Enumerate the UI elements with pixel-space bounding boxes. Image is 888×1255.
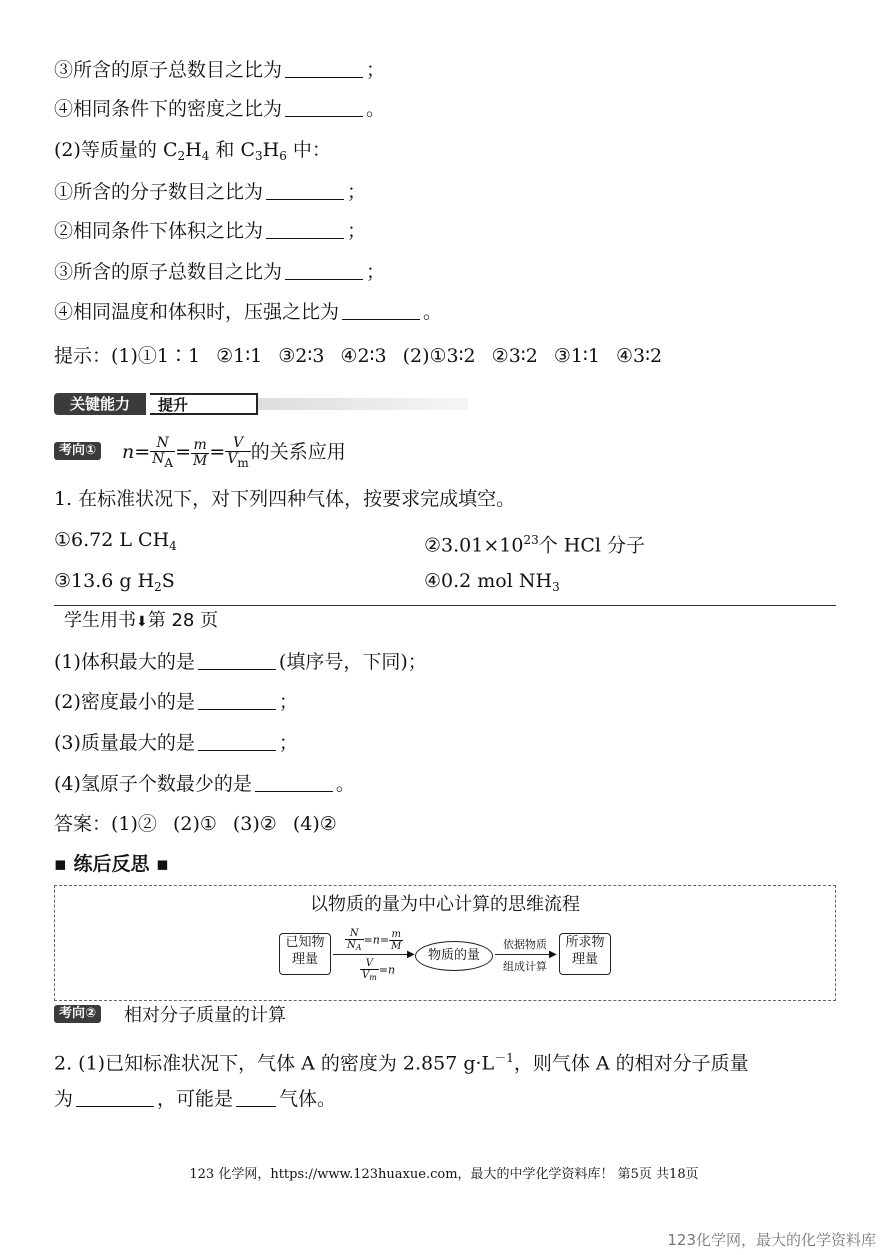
sub: 2 [154, 580, 162, 594]
question-line [54, 97, 385, 121]
eq: = [209, 441, 226, 463]
question-line [54, 731, 298, 755]
text: ②3.01×10 [424, 534, 524, 557]
punct: ； [366, 59, 386, 81]
flow-top-formula [345, 928, 403, 953]
den-sub: m [237, 455, 249, 470]
question-text: ④相同条件下的密度之比为 [54, 98, 283, 120]
text: 学生用书 [64, 610, 136, 631]
answer-blank[interactable] [255, 775, 333, 792]
num: m [191, 438, 209, 454]
flow-title: 以物质的量为中心计算的思维流程 [310, 894, 580, 915]
fraction [345, 928, 364, 953]
question-line [54, 300, 442, 324]
arrow-head-icon: ▶ [549, 949, 557, 960]
text: 第 28 页 [147, 610, 219, 631]
question-line [54, 772, 355, 796]
question-line [54, 260, 385, 284]
den: M [391, 941, 402, 952]
answer-blank[interactable] [198, 734, 276, 751]
text: =n [378, 963, 396, 977]
den [225, 452, 251, 471]
answer-blank[interactable] [342, 303, 420, 320]
question-text: ②相同条件下体积之比为 [54, 220, 264, 242]
answer-blank[interactable] [285, 100, 363, 117]
text: ③13.6 g H [54, 570, 155, 592]
punct: ； [347, 220, 367, 242]
hint-item: ④3∶2 [615, 345, 663, 367]
question-text: ④相同温度和体积时，压强之比为 [54, 301, 340, 323]
text: ，则气体 A 的相对分子质量 [513, 1052, 749, 1075]
text: (2)等质量的 [54, 139, 163, 161]
banner-left: 关键能力 [54, 393, 146, 415]
hint-item: ②1∶1 [216, 345, 263, 367]
punct: 。 [335, 773, 355, 795]
flow-arrow-top: 依据物质 [503, 938, 547, 951]
arrow-line [333, 954, 413, 955]
punct: ； [366, 261, 386, 283]
text: S [161, 570, 175, 592]
answer-blank[interactable] [198, 653, 276, 670]
part2-heading: (2)等质量的 $C_2H_4$ 和 $C_3H_6$ 中： [54, 139, 331, 163]
num: N [150, 436, 175, 452]
q2-line2 [54, 1087, 336, 1111]
fraction [360, 958, 379, 983]
topic1-title [122, 432, 346, 472]
answer-line [54, 812, 337, 836]
answer-blank[interactable] [266, 222, 344, 239]
hint-line [54, 341, 678, 368]
option-2 [424, 528, 645, 557]
question-text: ③所含的原子总数目之比为 [54, 261, 283, 283]
banner-right: 提升 [150, 393, 258, 415]
arrow-head-icon: ▶ [407, 949, 415, 960]
book-reference [64, 609, 218, 634]
text: 所求物 [565, 935, 605, 950]
topic1-suffix: 的关系应用 [250, 441, 346, 463]
flow-arrow-bottom: 组成计算 [503, 960, 547, 973]
sub: 3 [552, 580, 560, 594]
answer-blank[interactable] [285, 61, 363, 78]
punct: 。 [423, 301, 443, 323]
den [150, 452, 175, 471]
question-line [54, 690, 298, 714]
question-line [54, 58, 385, 82]
den: M [193, 452, 208, 469]
num: m [389, 929, 403, 941]
divider [54, 605, 836, 606]
den: $V_m$ [362, 970, 377, 982]
den-main: N [152, 450, 165, 467]
reflect-heading: ▪ 练后反思 ▪ [54, 853, 170, 875]
watermark: 123化学网，最大的化学资料库 [667, 1231, 876, 1249]
q2-line1 [54, 1046, 749, 1075]
question-text: ③所含的原子总数目之比为 [54, 59, 283, 81]
reflect-title: 练后反思 [73, 853, 150, 875]
hint-item: (1)①1∶1 [111, 345, 201, 367]
answer-item: (2)① [172, 813, 217, 835]
flow-box-target [559, 933, 611, 975]
formula-n: n [122, 441, 135, 463]
punct: ； [347, 181, 367, 203]
den-sub: A [164, 455, 174, 470]
text: (1)体积最大的是 [54, 651, 195, 673]
banner-decor [258, 398, 468, 410]
answer-item: (1)② [111, 813, 157, 835]
text: 理量 [291, 952, 318, 967]
answer-blank[interactable] [285, 263, 363, 280]
text: (填序号，下同)； [278, 651, 427, 673]
fraction [191, 438, 209, 469]
text: ①6.72 L CH [54, 529, 170, 551]
question-line [54, 180, 366, 204]
den: $N_A$ [347, 940, 362, 952]
eq: = [175, 441, 192, 463]
text: 和 [215, 139, 241, 161]
hint-item: (2)①3∶2 [402, 345, 476, 367]
text: 已知物 [285, 935, 325, 950]
text: 2. (1)已知标准状况下，气体 A 的密度为 2.857 g·L [54, 1052, 495, 1075]
text: 理量 [571, 952, 598, 967]
text: =n= [363, 933, 390, 947]
answer-label: 答案： [54, 813, 112, 835]
text: 为 [54, 1088, 74, 1110]
hint-item: ②3∶2 [491, 345, 538, 367]
den-main: V [227, 450, 238, 467]
text: (4)氢原子个数最少的是 [54, 773, 252, 795]
sup: 23 [523, 533, 539, 547]
text: 中： [292, 139, 331, 161]
num: V [225, 436, 251, 452]
flow-bottom-formula [360, 958, 395, 983]
flow-center: 物质的量 [415, 941, 493, 971]
answer-blank[interactable] [266, 183, 344, 200]
q1-stem: 1. 在标准状况下，对下列四种气体，按要求完成填空。 [54, 488, 516, 510]
fraction [225, 436, 251, 471]
text: (3)质量最大的是 [54, 732, 195, 754]
question-text: ①所含的分子数目之比为 [54, 181, 264, 203]
answer-item: (4)② [292, 813, 337, 835]
arrow-down-icon: ⬇ [136, 614, 148, 630]
eq: = [134, 441, 151, 463]
flow-box-known [279, 933, 331, 975]
text: 个 HCl 分子 [538, 534, 645, 557]
option-4 [424, 569, 560, 599]
option-1 [54, 528, 177, 558]
answer-blank[interactable] [198, 693, 276, 710]
answer-blank[interactable] [76, 1090, 154, 1107]
punct: ； [278, 691, 298, 713]
topic2-title: 相对分子质量的计算 [124, 1005, 286, 1026]
page-footer: 123 化学网，https://www.123huaxue.com，最大的中学化学资料库！ 第5页 共18页 [189, 1167, 699, 1182]
punct: ； [278, 732, 298, 754]
hint-item: ③1∶1 [553, 345, 600, 367]
fraction [150, 436, 175, 471]
sub: 4 [169, 539, 177, 553]
topic-badge: 考向① [54, 442, 101, 460]
arrow-line [495, 954, 553, 955]
text: ④0.2 mol NH [424, 570, 553, 592]
hint-label: 提示： [54, 345, 112, 367]
topic-badge: 考向② [54, 1005, 101, 1023]
punct: 。 [366, 98, 386, 120]
sup: －1 [494, 1051, 514, 1065]
question-line [54, 219, 366, 243]
text: (2)密度最小的是 [54, 691, 195, 713]
question-line [54, 650, 427, 674]
hint-item: ③2∶3 [278, 345, 325, 367]
hint-item: ④2∶3 [340, 345, 387, 367]
num: N [345, 928, 364, 940]
num: V [360, 958, 379, 970]
text: ，可能是 [157, 1088, 234, 1110]
option-3 [54, 569, 175, 599]
answer-item: (3)② [232, 813, 277, 835]
fraction [389, 929, 403, 952]
text: 气体。 [279, 1088, 337, 1110]
flow-box [54, 885, 836, 1001]
answer-blank[interactable] [236, 1090, 276, 1107]
